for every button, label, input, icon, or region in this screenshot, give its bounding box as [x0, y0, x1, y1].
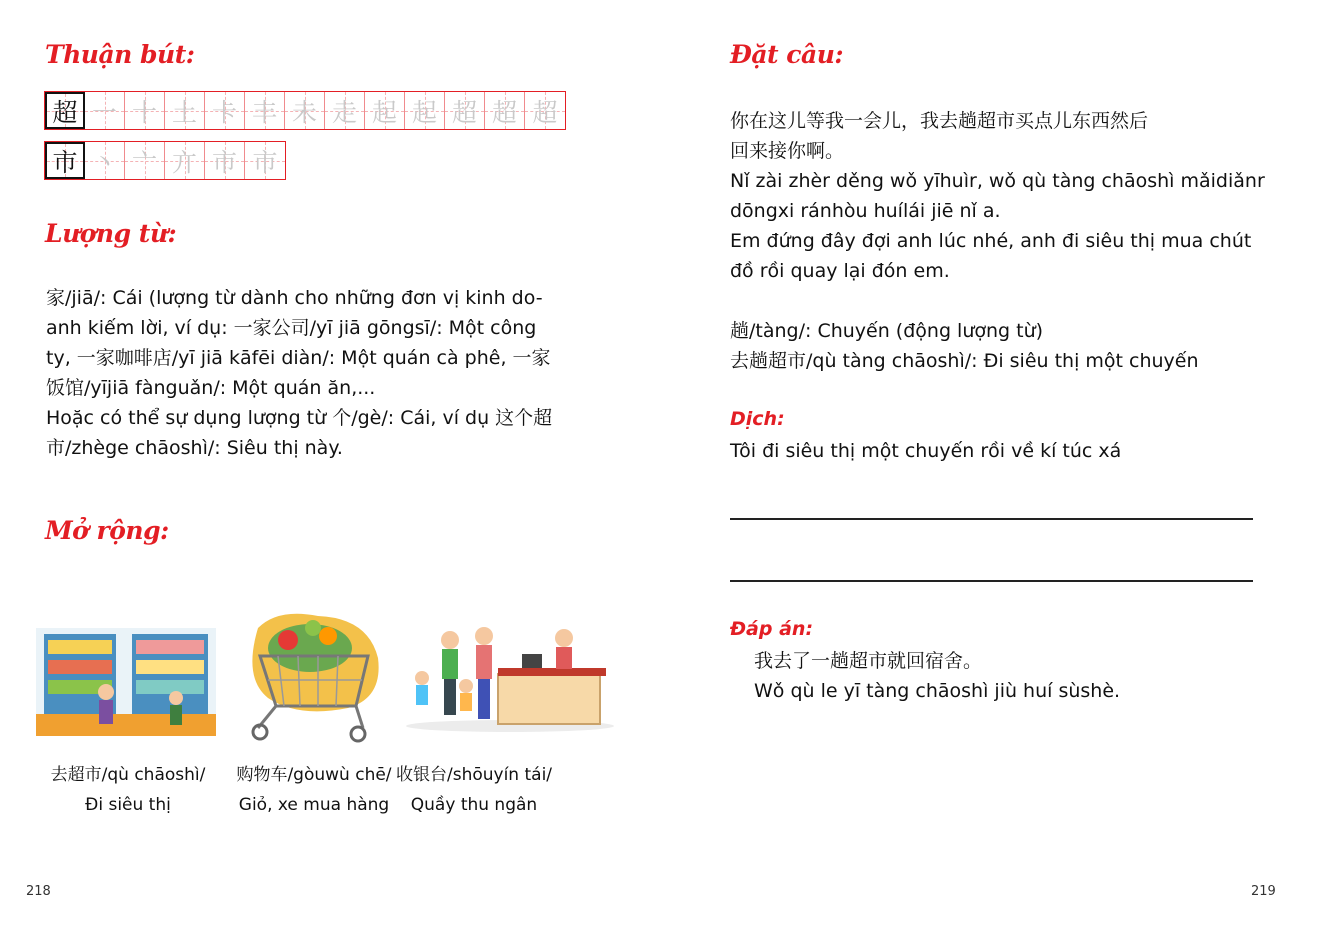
- text-line: anh kiếm lời, ví dụ: 一家公司/yī jiā gōngsī/: Một công: [46, 317, 537, 339]
- text-line: 趟/tàng/: Chuyến (động lượng từ): [730, 320, 1044, 342]
- stroke-cell: [525, 92, 565, 129]
- caption-cart: [224, 760, 404, 820]
- answer-line-1: [730, 518, 1253, 520]
- stroke-cell: [125, 142, 165, 179]
- answer-paragraph: [754, 646, 1120, 706]
- vocab-paragraph: [730, 316, 1199, 376]
- stroke-grid-chao: [44, 91, 566, 130]
- text-line: ty, 一家咖啡店/yī jiā kāfēi diàn/: Một quán cà phê, 一家: [46, 347, 551, 369]
- answer-label: Đáp án:: [730, 618, 814, 640]
- text-line: Hoặc có thể sự dụng lượng từ 个/gè/: Cái, ví dụ 这个超: [46, 407, 553, 429]
- caption-line: 购物车/gòuwù chē/: [236, 765, 392, 785]
- stroke-char: 起: [371, 97, 397, 127]
- stroke-order-heading: Thuận bút:: [45, 40, 195, 69]
- expand-heading: Mở rộng:: [45, 516, 169, 545]
- stroke-char: 超: [532, 97, 558, 127]
- text-line: 我去了一趟超市就回宿舍。: [754, 650, 983, 672]
- text-line: đồ rồi quay lại đón em.: [730, 260, 950, 282]
- stroke-cell: [165, 92, 205, 129]
- stroke-char: 未: [291, 97, 317, 127]
- stroke-char: 十: [131, 97, 157, 127]
- stroke-cell: [85, 92, 125, 129]
- caption-line: Giỏ, xe mua hàng: [238, 795, 390, 815]
- stroke-char: 土: [171, 97, 197, 127]
- example-paragraph: [730, 106, 1265, 286]
- text-line: 去趟超市/qù tàng chāoshì/: Đi siêu thị một chuyến: [730, 350, 1199, 372]
- stroke-cell: [165, 142, 205, 179]
- supermarket-icon: [36, 628, 216, 736]
- stroke-cell: [445, 92, 485, 129]
- text-line: 饭馆/yījiā fànguǎn/: Một quán ăn,...: [46, 377, 376, 399]
- stroke-cell: [205, 92, 245, 129]
- page-number-right: 219: [1251, 884, 1276, 899]
- stroke-char: 一: [91, 97, 117, 127]
- stroke-cell: [325, 92, 365, 129]
- text-line: dōngxi ránhòu huílái jiē nǐ a.: [730, 200, 1001, 222]
- stroke-char: 超: [52, 97, 78, 127]
- translate-label: Dịch:: [730, 408, 785, 430]
- stroke-cell: [45, 92, 85, 129]
- caption-checkout: [394, 760, 554, 820]
- caption-line: Quầy thu ngân: [410, 795, 538, 815]
- text-line: 家/jiā/: Cái (lượng từ dành cho những đơn vị kinh do-: [46, 287, 543, 309]
- caption-supermarket: [38, 760, 218, 820]
- caption-line: Đi siêu thị: [85, 795, 171, 815]
- sentence-heading: Đặt câu:: [730, 40, 844, 69]
- stroke-char: 卡: [211, 97, 237, 127]
- stroke-cell: [405, 92, 445, 129]
- checkout-counter-icon: [404, 622, 616, 734]
- stroke-cell: [245, 142, 285, 179]
- text-line: 你在这儿等我一会儿，我去趟超市买点儿东西然后: [730, 110, 1149, 132]
- stroke-cell: [365, 92, 405, 129]
- stroke-char: 市: [52, 147, 78, 177]
- stroke-grid-shi: [44, 141, 286, 180]
- stroke-cell: [125, 92, 165, 129]
- caption-line: 去超市/qù chāoshì/: [50, 765, 206, 785]
- caption-line: 收银台/shōuyín tái/: [395, 765, 553, 785]
- text-line: Nǐ zài zhèr děng wǒ yīhuìr, wǒ qù tàng chāoshì mǎidiǎnr: [730, 170, 1265, 192]
- stroke-char: 亠: [131, 147, 157, 177]
- stroke-char: 超: [491, 97, 517, 127]
- shopping-cart-icon: [238, 598, 388, 746]
- answer-line-2: [730, 580, 1253, 582]
- stroke-cell: [85, 142, 125, 179]
- stroke-char: 市: [252, 147, 278, 177]
- text-line: 市/zhège chāoshì/: Siêu thị này.: [46, 437, 343, 459]
- stroke-char: 丶: [91, 147, 117, 177]
- text-line: 回来接你啊。: [730, 140, 845, 162]
- measure-word-heading: Lượng từ:: [45, 219, 177, 248]
- translate-text: Tôi đi siêu thị một chuyến rồi về kí túc xá: [730, 440, 1122, 462]
- stroke-cell: [485, 92, 525, 129]
- text-line: Wǒ qù le yī tàng chāoshì jiù huí sùshè.: [754, 680, 1121, 702]
- stroke-cell: [245, 92, 285, 129]
- stroke-cell: [205, 142, 245, 179]
- stroke-char: 丰: [251, 97, 277, 127]
- page-number-left: 218: [26, 884, 51, 899]
- stroke-char: 超: [451, 97, 477, 127]
- stroke-cell: [285, 92, 325, 129]
- stroke-char: 市: [211, 147, 237, 177]
- stroke-cell: [45, 142, 85, 179]
- stroke-char: 亣: [171, 147, 197, 177]
- stroke-char: 走: [331, 97, 357, 127]
- text-line: Em đứng đây đợi anh lúc nhé, anh đi siêu thị mua chút: [730, 230, 1252, 252]
- measure-word-paragraph: [46, 283, 552, 463]
- stroke-char: 起: [411, 97, 437, 127]
